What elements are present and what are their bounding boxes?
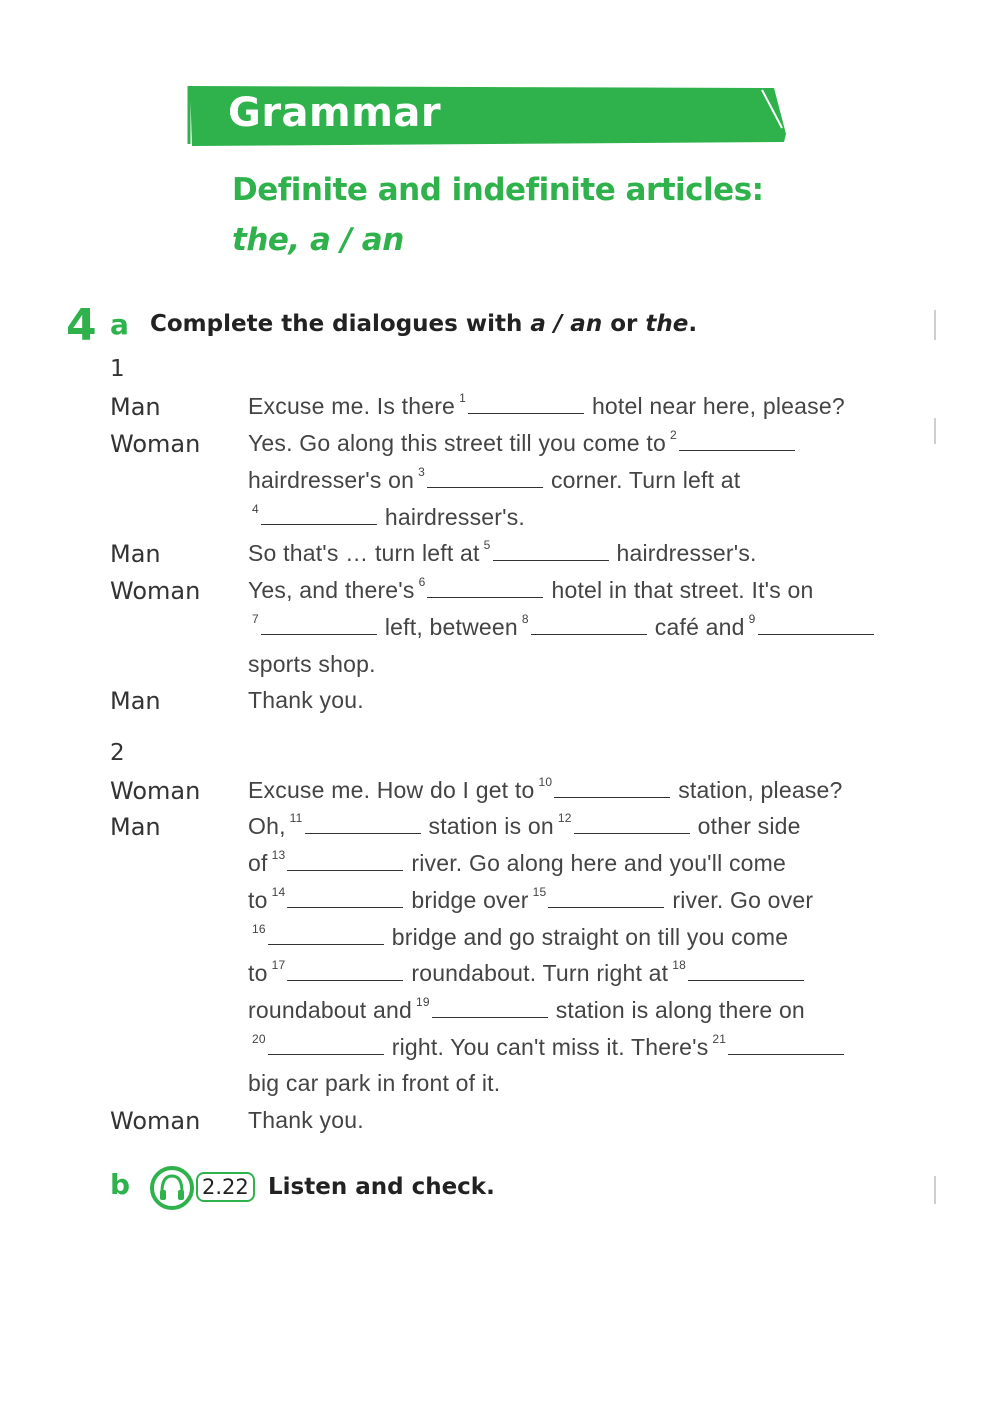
answer-blank[interactable] (493, 542, 609, 561)
section-heading: Definite and indefinite articles: (232, 172, 764, 208)
dialogue-line: $^{20}$ right. You can't miss it. There's $^{21}$ (248, 1034, 852, 1061)
answer-blank[interactable] (287, 889, 403, 908)
dialogue-line: So that's … turn left at $^5$ hairdresser's. (248, 538, 757, 566)
answer-blank[interactable] (688, 962, 804, 981)
speaker-label: Man (110, 393, 161, 421)
answer-blank[interactable] (268, 926, 384, 945)
dialogue-line: $^7$ left, between $^8$ café and $^9$ (248, 614, 874, 641)
answer-blank[interactable] (427, 469, 543, 488)
speaker-label: Woman (110, 577, 201, 605)
answer-blank[interactable] (728, 1036, 844, 1055)
dialogue-line: Oh, $^{11}$ station is on $^{12}$ other side (248, 811, 801, 839)
dialogue-line: of $^{13}$ river. Go along here and you'll come (248, 848, 787, 876)
answer-blank[interactable] (679, 432, 795, 451)
answer-blank[interactable] (287, 962, 403, 981)
page-edge-mark (934, 418, 936, 444)
dialogue-line: big car park in front of it. (248, 1070, 501, 1096)
answer-blank[interactable] (268, 1036, 384, 1055)
speaker-label: Woman (110, 430, 201, 458)
page-edge-mark (934, 1176, 936, 1204)
dialogue-line: to $^{14}$ bridge over $^{15}$ river. Go over (248, 885, 814, 913)
section-subheading: the, a / an (232, 222, 404, 258)
exercise-letter-b: b (110, 1168, 131, 1201)
speaker-label: Woman (110, 777, 201, 805)
speaker-label: Man (110, 687, 161, 715)
answer-blank[interactable] (548, 889, 664, 908)
speaker-label: Woman (110, 1107, 201, 1135)
dialogue-line: hairdresser's on $^3$ corner. Turn left at (248, 465, 741, 493)
dialogue-line: Thank you. (248, 687, 364, 713)
dialogue-line: roundabout and $^{19}$ station is along there on (248, 995, 805, 1023)
audio-track-label: 2.22 (196, 1172, 255, 1202)
answer-blank[interactable] (261, 506, 377, 525)
banner-title: Grammar (228, 90, 442, 136)
speaker-label: Man (110, 813, 161, 841)
dialogue-number-2: 2 (110, 740, 125, 766)
answer-blank[interactable] (554, 779, 670, 798)
dialogue-line: Yes. Go along this street till you come to $^2$ (248, 430, 803, 457)
listen-instruction: Listen and check. (268, 1174, 495, 1200)
dialogue-line: $^{16}$ bridge and go straight on till you come (252, 922, 789, 950)
dialogue-line: Yes, and there's $^6$ hotel in that street. It's on (248, 575, 814, 603)
answer-blank[interactable] (261, 616, 377, 635)
dialogue-line: sports shop. (248, 651, 376, 677)
dialogue-line: Excuse me. How do I get to $^{10}$ station, please? (248, 775, 843, 803)
answer-blank[interactable] (574, 815, 690, 834)
grammar-banner (186, 84, 786, 146)
answer-blank[interactable] (427, 579, 543, 598)
exercise-instruction: Complete the dialogues with a / an or the. (150, 311, 698, 337)
exercise-letter-a: a (110, 308, 129, 341)
answer-blank[interactable] (531, 616, 647, 635)
page-edge-mark (934, 310, 936, 340)
answer-blank[interactable] (432, 999, 548, 1018)
headphones-icon[interactable] (150, 1166, 196, 1214)
dialogue-number-1: 1 (110, 356, 125, 382)
speaker-label: Man (110, 540, 161, 568)
answer-blank[interactable] (468, 395, 584, 414)
dialogue-line: $^4$ hairdresser's. (252, 502, 526, 530)
dialogue-line: Excuse me. Is there $^1$ hotel near here, please? (248, 391, 845, 419)
exercise-number: 4 (66, 300, 97, 351)
answer-blank[interactable] (758, 616, 874, 635)
dialogue-line: Thank you. (248, 1107, 364, 1133)
answer-blank[interactable] (305, 815, 421, 834)
answer-blank[interactable] (287, 852, 403, 871)
dialogue-line: to $^{17}$ roundabout. Turn right at $^{18}$ (248, 960, 812, 987)
